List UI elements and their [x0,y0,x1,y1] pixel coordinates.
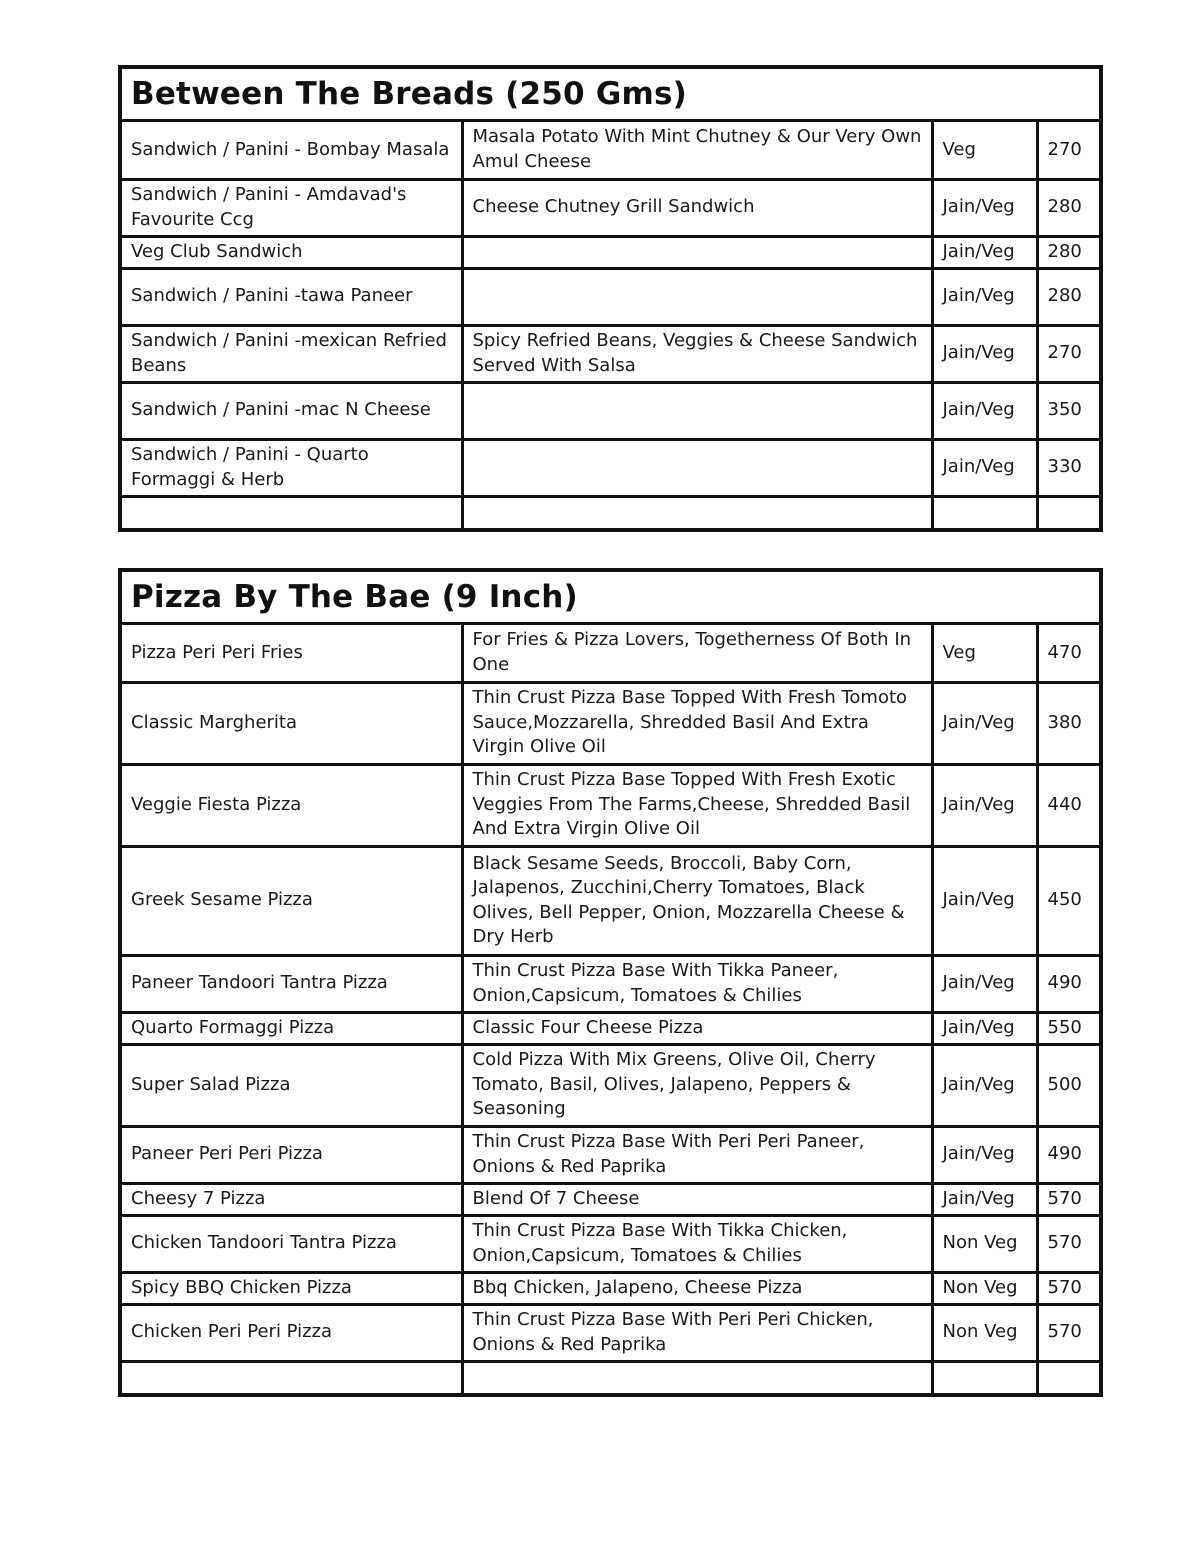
menu-row [122,1012,1099,1044]
menu-row [122,955,1099,1012]
menu-row [122,325,1099,382]
item-description [462,268,932,325]
item-type: Non Veg [932,1215,1037,1272]
item-price [1037,496,1099,528]
menu-row [122,1126,1099,1183]
item-type: Jain/Veg [932,179,1037,236]
item-price: 270 [1037,325,1099,382]
item-type: Non Veg [932,1304,1037,1361]
item-description: Thin Crust Pizza Base Topped With Fresh Tomoto Sauce,Mozzarella, Shredded Basil And Extra Virgin Olive Oil [462,682,932,764]
item-name: Greek Sesame Pizza [122,846,462,955]
item-description: Thin Crust Pizza Base With Peri Peri Paneer, Onions & Red Paprika [462,1126,932,1183]
item-price: 270 [1037,122,1099,179]
item-description: Cold Pizza With Mix Greens, Olive Oil, Cherry Tomato, Basil, Olives, Jalapeno, Peppers & Seasoning [462,1044,932,1126]
section-title: Between The Breads (250 Gms) [122,69,1099,122]
menu-row [122,625,1099,682]
menu-section-between-the-breads [118,65,1103,532]
item-name: Chicken Peri Peri Pizza [122,1304,462,1361]
item-price: 490 [1037,955,1099,1012]
item-description: Black Sesame Seeds, Broccoli, Baby Corn, Jalapenos, Zucchini,Cherry Tomatoes, Black Olives, Bell Pepper, Onion, Mozzarella Cheese & Dry Herb [462,846,932,955]
item-name: Sandwich / Panini - Bombay Masala [122,122,462,179]
item-name: Paneer Tandoori Tantra Pizza [122,955,462,1012]
item-price: 380 [1037,682,1099,764]
item-type: Veg [932,625,1037,682]
item-type: Jain/Veg [932,439,1037,496]
item-description: Blend Of 7 Cheese [462,1183,932,1215]
item-type: Jain/Veg [932,382,1037,439]
item-name [122,496,462,528]
item-price: 470 [1037,625,1099,682]
item-description [462,439,932,496]
item-price: 450 [1037,846,1099,955]
item-description: Thin Crust Pizza Base With Tikka Chicken, Onion,Capsicum, Tomatoes & Chilies [462,1215,932,1272]
item-price: 550 [1037,1012,1099,1044]
item-description: Thin Crust Pizza Base With Peri Peri Chicken, Onions & Red Paprika [462,1304,932,1361]
item-name: Cheesy 7 Pizza [122,1183,462,1215]
item-type: Jain/Veg [932,268,1037,325]
item-name: Veg Club Sandwich [122,236,462,268]
menu-row [122,1272,1099,1304]
item-description: Masala Potato With Mint Chutney & Our Very Own Amul Cheese [462,122,932,179]
menu-row [122,382,1099,439]
item-type: Jain/Veg [932,1126,1037,1183]
item-price: 280 [1037,236,1099,268]
item-name [122,1361,462,1393]
item-type: Non Veg [932,1272,1037,1304]
item-type: Jain/Veg [932,764,1037,846]
item-name: Spicy BBQ Chicken Pizza [122,1272,462,1304]
menu-row-empty [122,1361,1099,1393]
item-type: Jain/Veg [932,682,1037,764]
item-price: 490 [1037,1126,1099,1183]
item-description: Classic Four Cheese Pizza [462,1012,932,1044]
item-description [462,382,932,439]
menu-table [122,122,1099,528]
item-name: Sandwich / Panini - Quarto Formaggi & Herb [122,439,462,496]
item-description: Thin Crust Pizza Base With Tikka Paneer, Onion,Capsicum, Tomatoes & Chilies [462,955,932,1012]
item-name: Sandwich / Panini -mexican Refried Beans [122,325,462,382]
item-name: Pizza Peri Peri Fries [122,625,462,682]
menu-row [122,682,1099,764]
item-type: Jain/Veg [932,236,1037,268]
menu-row [122,1215,1099,1272]
item-type: Veg [932,122,1037,179]
menu-row [122,846,1099,955]
item-price: 440 [1037,764,1099,846]
item-price: 570 [1037,1183,1099,1215]
item-description [462,496,932,528]
item-name: Veggie Fiesta Pizza [122,764,462,846]
menu-row [122,179,1099,236]
menu-row [122,1183,1099,1215]
item-name: Sandwich / Panini - Amdavad's Favourite Ccg [122,179,462,236]
item-name: Paneer Peri Peri Pizza [122,1126,462,1183]
menu-row [122,122,1099,179]
item-name: Super Salad Pizza [122,1044,462,1126]
item-name: Sandwich / Panini -mac N Cheese [122,382,462,439]
item-price [1037,1361,1099,1393]
item-type: Jain/Veg [932,1183,1037,1215]
item-price: 280 [1037,179,1099,236]
item-description: Thin Crust Pizza Base Topped With Fresh Exotic Veggies From The Farms,Cheese, Shredded Basil And Extra Virgin Olive Oil [462,764,932,846]
item-name: Quarto Formaggi Pizza [122,1012,462,1044]
item-description: For Fries & Pizza Lovers, Togetherness Of Both In One [462,625,932,682]
menu-table [122,625,1099,1393]
item-type: Jain/Veg [932,1012,1037,1044]
item-name: Classic Margherita [122,682,462,764]
item-type: Jain/Veg [932,1044,1037,1126]
item-price: 570 [1037,1304,1099,1361]
item-price: 500 [1037,1044,1099,1126]
item-type [932,1361,1037,1393]
section-title: Pizza By The Bae (9 Inch) [122,572,1099,625]
item-description: Cheese Chutney Grill Sandwich [462,179,932,236]
item-price: 570 [1037,1272,1099,1304]
item-type: Jain/Veg [932,846,1037,955]
item-name: Chicken Tandoori Tantra Pizza [122,1215,462,1272]
item-price: 350 [1037,382,1099,439]
item-type: Jain/Veg [932,955,1037,1012]
menu-row [122,1044,1099,1126]
menu-row-empty [122,496,1099,528]
item-description [462,1361,932,1393]
item-price: 330 [1037,439,1099,496]
menu-section-pizza-by-the-bae [118,568,1103,1397]
item-type [932,496,1037,528]
item-description: Bbq Chicken, Jalapeno, Cheese Pizza [462,1272,932,1304]
menu-row [122,236,1099,268]
item-description [462,236,932,268]
menu-row [122,764,1099,846]
item-description: Spicy Refried Beans, Veggies & Cheese Sandwich Served With Salsa [462,325,932,382]
menu-row [122,439,1099,496]
item-price: 280 [1037,268,1099,325]
item-type: Jain/Veg [932,325,1037,382]
item-name: Sandwich / Panini -tawa Paneer [122,268,462,325]
menu-row [122,268,1099,325]
item-price: 570 [1037,1215,1099,1272]
menu-row [122,1304,1099,1361]
